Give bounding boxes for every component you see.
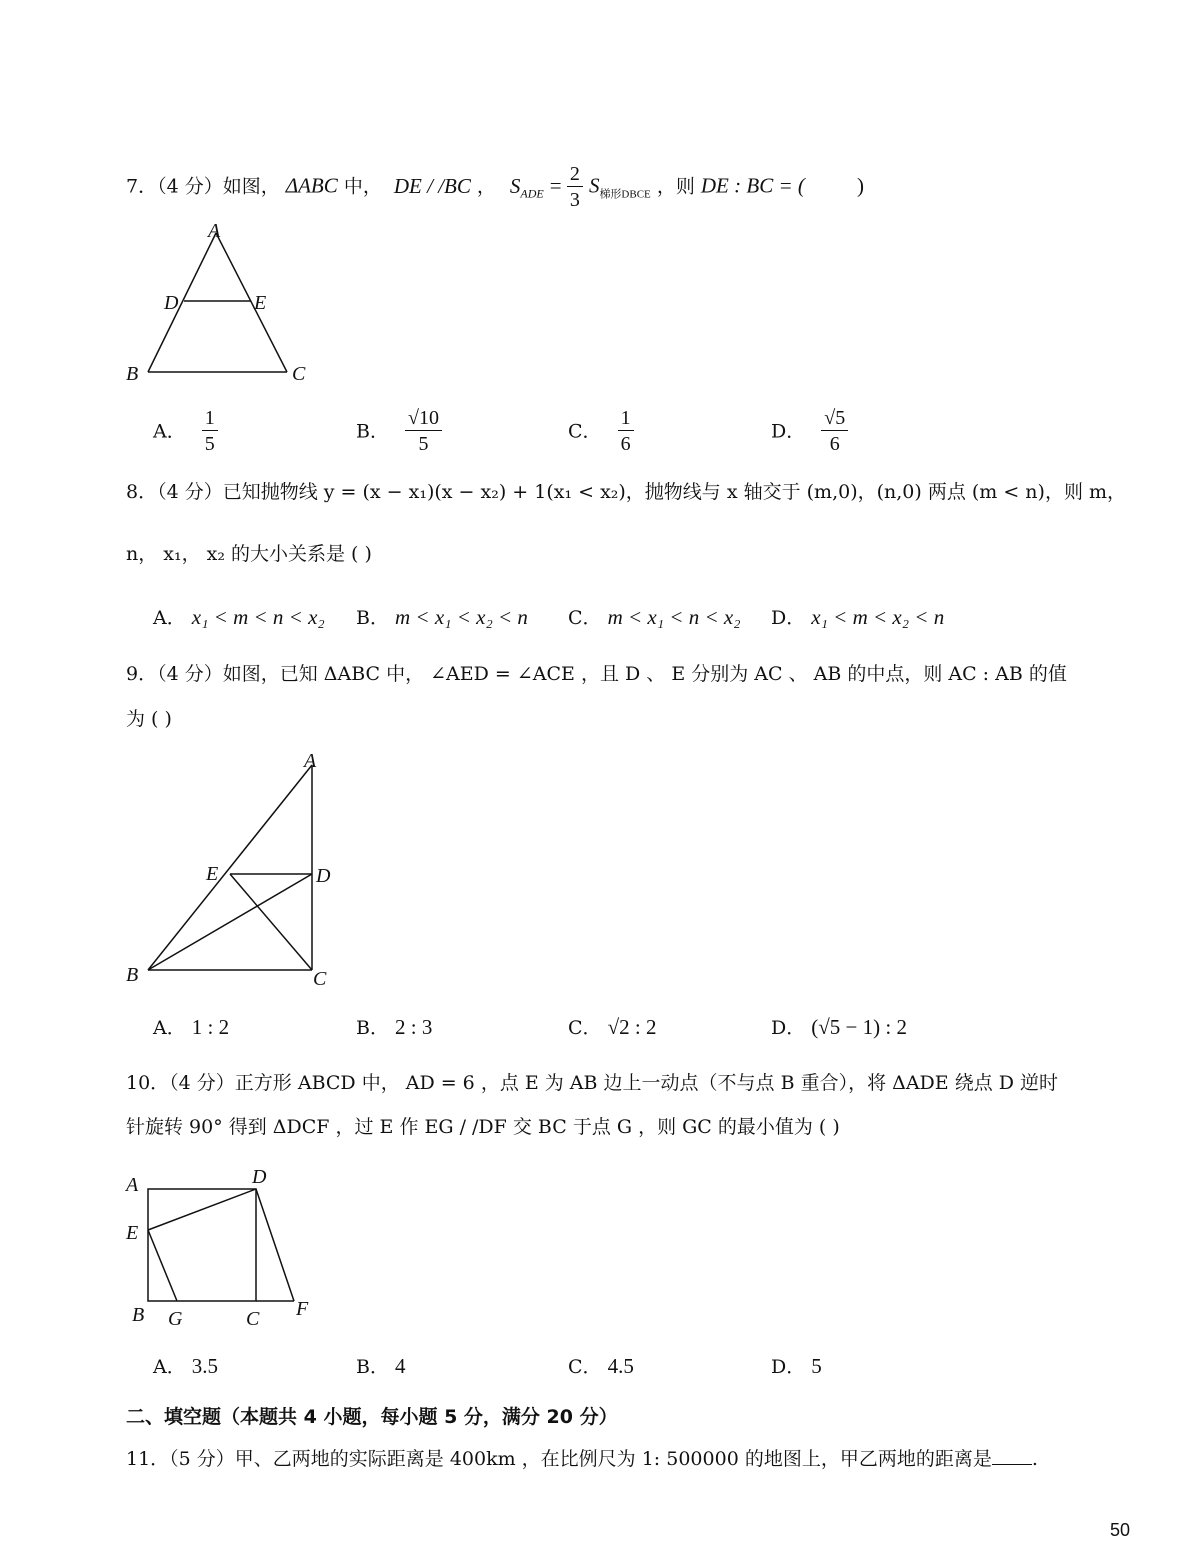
q10-stem-line1: 10．（4 分）正方形 ABCD 中， AD = 6 ，点 E 为 AB 边上一动点（不与点 B 重合），将 ΔADE 绕点 D 逆时 — [126, 1072, 1059, 1094]
q7-label-b: B — [126, 363, 139, 385]
q7-close-paren: ) — [856, 173, 864, 198]
q10-option-b[interactable] — [356, 1352, 406, 1381]
q9-side-ab — [148, 765, 312, 970]
q7-label-c: C — [292, 363, 306, 385]
q8-option-b-label: B． — [356, 607, 389, 629]
q7-option-a-num: 1 — [202, 406, 218, 431]
q7-option-d[interactable] — [771, 406, 848, 457]
q9-option-d-text: (√5 − 1) : 2 — [811, 1015, 907, 1039]
q8-stem-line1: 8．（4 分）已知抛物线 y = (x − x₁)(x − x₂) + 1(x₁ < x₂)，抛物线与 x 轴交于 (m,0)，(n,0) 两点 (m < n)，则 m， — [126, 481, 1127, 503]
q8-option-d-label: D． — [771, 607, 806, 629]
q7-option-c-den: 6 — [620, 433, 631, 455]
q7-mid: 中， — [343, 175, 382, 198]
q8-option-d-text: x₁ < m < x₂ < n — [811, 605, 945, 629]
q7-option-b-label: B． — [356, 420, 389, 443]
q7-option-c-num: 1 — [618, 406, 634, 431]
q11-text: 11．（5 分）甲、乙两地的实际距离是 400km ，在比例尺为 1: 500000 的地图上，甲乙两地的距离是 — [126, 1448, 992, 1470]
q7-option-c[interactable] — [568, 406, 634, 457]
q9-option-b-label: B． — [356, 1017, 389, 1039]
q9-label-c: C — [313, 968, 327, 990]
q7-number: 7．（4 分）如图， — [126, 175, 280, 198]
q10-label-c: C — [246, 1308, 260, 1330]
q7-triangle: ΔABC — [285, 173, 338, 198]
q10-label-d: D — [252, 1166, 267, 1188]
q8-stem-line2: n， x₁， x₂ 的大小关系是 ( ) — [126, 543, 372, 565]
q10-label-b: B — [132, 1304, 145, 1326]
q10-option-c-text: 4.5 — [607, 1354, 634, 1378]
q7-option-c-frac — [618, 406, 634, 457]
q9-option-d[interactable] — [771, 1013, 907, 1042]
q8-option-a-label: A． — [153, 607, 186, 629]
q7-option-a[interactable] — [153, 406, 218, 457]
q10-option-a-text: 3.5 — [191, 1354, 219, 1378]
q7-side-ab — [148, 233, 216, 372]
q7-option-b-frac — [405, 406, 442, 457]
q7-fraction — [567, 162, 583, 213]
q8-option-a[interactable] — [153, 603, 325, 632]
q9-option-c-label: C． — [568, 1017, 602, 1039]
q7-option-b-num: √10 — [405, 406, 442, 431]
q10-figure — [122, 1163, 327, 1333]
q10-option-a-label: A． — [153, 1356, 186, 1378]
q7-label-d: D — [164, 292, 179, 314]
q10-stem-line2: 针旋转 90° 得到 ΔDCF ，过 E 作 EG / /DF 交 BC 于点 G ，则 GC 的最小值为 ( ) — [126, 1116, 840, 1138]
q9-label-e: E — [206, 863, 219, 885]
q7-option-a-frac — [202, 406, 218, 457]
q10-option-c[interactable] — [568, 1352, 634, 1381]
q10-label-a: A — [126, 1174, 139, 1196]
q9-segment-ec — [230, 874, 312, 970]
q10-option-b-label: B． — [356, 1356, 389, 1378]
q7-label-e: E — [254, 292, 267, 314]
q7-option-c-label: C． — [568, 420, 602, 443]
q7-stem: 7．（4 分）如图， ΔABC 中， DE / /BC ， $S_{ADE}$ = $\frac{2}{3}$ $S_{梯形DBCE}$ ，则 DE : BC = ( ) — [126, 163, 864, 211]
page-number: 50 — [1109, 1520, 1130, 1540]
q10-segment-eg — [148, 1230, 177, 1301]
q9-label-a: A — [304, 750, 317, 772]
q10-option-d-text: 5 — [811, 1354, 822, 1378]
q7-option-d-label: D． — [771, 420, 806, 443]
q7-s-trap: S — [588, 173, 600, 198]
q9-label-d: D — [316, 865, 331, 887]
q7-end: ，则 — [656, 175, 695, 198]
q9-stem-line2: 为 ( ) — [126, 708, 172, 730]
q9-option-a-text: 1 : 2 — [191, 1015, 230, 1039]
q9-stem-line1: 9．（4 分）如图，已知 ΔABC 中， ∠AED = ∠ACE ，且 D 、 E 分别为 AC 、 AB 的中点，则 AC : AB 的值 — [126, 663, 1067, 685]
section-fill-in-title: 二、填空题（本题共 4 小题，每小题 5 分，满分 20 分） — [126, 1406, 618, 1428]
q7-label-a: A — [208, 220, 221, 242]
q7-frac-num: 2 — [567, 162, 583, 187]
q9-figure — [118, 745, 348, 995]
q8-option-a-text: x₁ < m < n < x₂ — [191, 605, 325, 629]
q7-s-trap-sub: 梯形DBCE — [599, 188, 651, 201]
q10-label-e: E — [126, 1222, 139, 1244]
q9-option-c[interactable] — [568, 1013, 656, 1042]
q7-option-d-frac — [821, 406, 848, 457]
q10-label-f: F — [296, 1298, 309, 1320]
q11-end: . — [1031, 1448, 1038, 1470]
q7-s-ade-sub: ADE — [520, 186, 544, 201]
q7-side-ac — [216, 233, 287, 372]
q10-label-g: G — [168, 1308, 183, 1330]
q7-s-ade: S — [509, 173, 521, 198]
q8-option-b-text: m < x₁ < x₂ < n — [395, 605, 528, 629]
q10-segment-ed — [148, 1189, 256, 1230]
q9-segment-bd — [148, 874, 312, 970]
q10-option-b-text: 4 — [395, 1354, 406, 1378]
q7-option-d-den: 6 — [829, 433, 840, 455]
q11-stem — [126, 1445, 1038, 1473]
q11-answer-blank[interactable] — [992, 1446, 1032, 1465]
q7-figure — [120, 215, 320, 390]
q10-option-a[interactable] — [153, 1352, 218, 1381]
q9-option-c-text: √2 : 2 — [607, 1015, 657, 1039]
q8-option-d[interactable] — [771, 603, 944, 632]
q7-option-b-den: 5 — [418, 433, 429, 455]
q10-option-d[interactable] — [771, 1352, 822, 1381]
q7-ratio: DE : BC = ( — [700, 173, 805, 198]
q9-option-a-label: A． — [153, 1017, 186, 1039]
q9-option-b[interactable] — [356, 1013, 432, 1042]
q7-option-b[interactable] — [356, 406, 442, 457]
q9-option-b-text: 2 : 3 — [395, 1015, 433, 1039]
q7-option-a-den: 5 — [204, 433, 215, 455]
q7-option-a-label: A． — [153, 420, 186, 443]
q9-label-b: B — [126, 964, 139, 986]
q10-option-c-label: C． — [568, 1356, 602, 1378]
q8-option-c-text: m < x₁ < n < x₂ — [607, 605, 741, 629]
q8-option-b[interactable] — [356, 603, 528, 632]
q10-option-d-label: D． — [771, 1356, 806, 1378]
q10-segment-df — [256, 1189, 294, 1301]
q8-option-c-label: C． — [568, 607, 602, 629]
q9-option-a[interactable] — [153, 1013, 229, 1042]
q8-option-c[interactable] — [568, 603, 741, 632]
q7-parallel: DE / /BC — [393, 173, 471, 198]
q7-frac-den: 3 — [569, 189, 580, 211]
q9-option-d-label: D． — [771, 1017, 806, 1039]
q10-square-abcd — [148, 1189, 256, 1301]
q7-option-d-num: √5 — [821, 406, 848, 431]
